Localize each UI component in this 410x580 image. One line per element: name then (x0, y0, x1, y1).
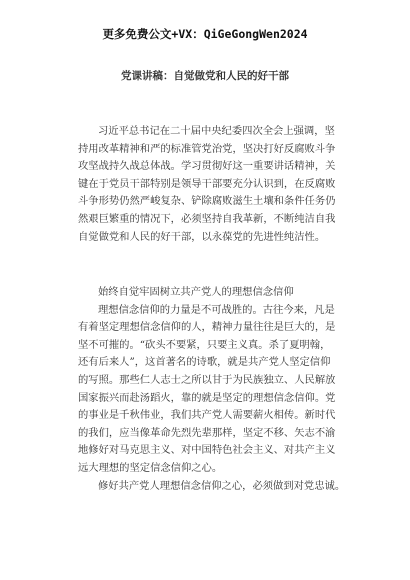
text-line: 攻坚战持久战总体战。学习贯彻好这一重要讲话精神，关 (78, 160, 336, 173)
document-title: 党课讲稿：自觉做党和人民的好干部 (121, 70, 289, 82)
text-line: 远大理想的坚定信念信仰之心。 (78, 461, 223, 474)
paragraph-intro (78, 123, 358, 246)
text-line: 的我们，应当像革命先烈先辈那样，坚定不移、矢志不渝 (78, 426, 336, 439)
text-line: 的写照。那些仁人志士之所以甘于为民族独立、人民解放 (78, 373, 336, 386)
text-line: 斗争形势仍然严峻复杂、铲除腐败滋生土壤和条件任务仍 (78, 195, 336, 208)
text-line: 有着坚定理想信念信仰的人，精神力量往往是巨大的，是 (78, 321, 336, 334)
text-line: 理想信念信仰的力量是不可战胜的。古往今来，凡是 (98, 303, 335, 316)
section-heading: 始终自觉牢固树立共产党人的理想信念信仰 (98, 286, 294, 298)
text-line: 持用改革精神和严的标准管党治党，坚决打好反腐败斗争 (78, 142, 336, 155)
text-line: 地修好对马克思主义、对中国特色社会主义、对共产主义 (78, 444, 336, 457)
text-line: 自觉做党和人民的好干部，以永葆党的先进性纯洁性。 (78, 230, 326, 243)
text-line: 国家振兴而赴汤蹈火，靠的就是坚定的理想信念信仰。党 (78, 391, 336, 404)
text-line: 修好共产党人理想信念信仰之心，必须做到对党忠诚。 (98, 479, 346, 492)
text-line: 坚不可摧的。“砍头不要紧，只要主义真。杀了夏明翰， (78, 338, 331, 351)
promo-header: 更多免费公文+VX：QiGeGongWen2024 (102, 27, 308, 41)
text-line: 然艰巨繁重的情况下，必须坚持自我革新，不断纯洁自我 (78, 212, 336, 225)
text-line: 键在于党员干部特别是领导干部要充分认识到，在反腐败 (78, 177, 336, 190)
section-body (78, 284, 358, 495)
text-line: 习近平总书记在二十届中央纪委四次全会上强调，坚 (98, 125, 335, 137)
text-line: 还有后来人”，这首著名的诗歌，就是共产党人坚定信仰 (78, 356, 331, 369)
text-line: 的事业是千秋伟业，我们共产党人需要薪火相传。新时代 (78, 409, 336, 422)
